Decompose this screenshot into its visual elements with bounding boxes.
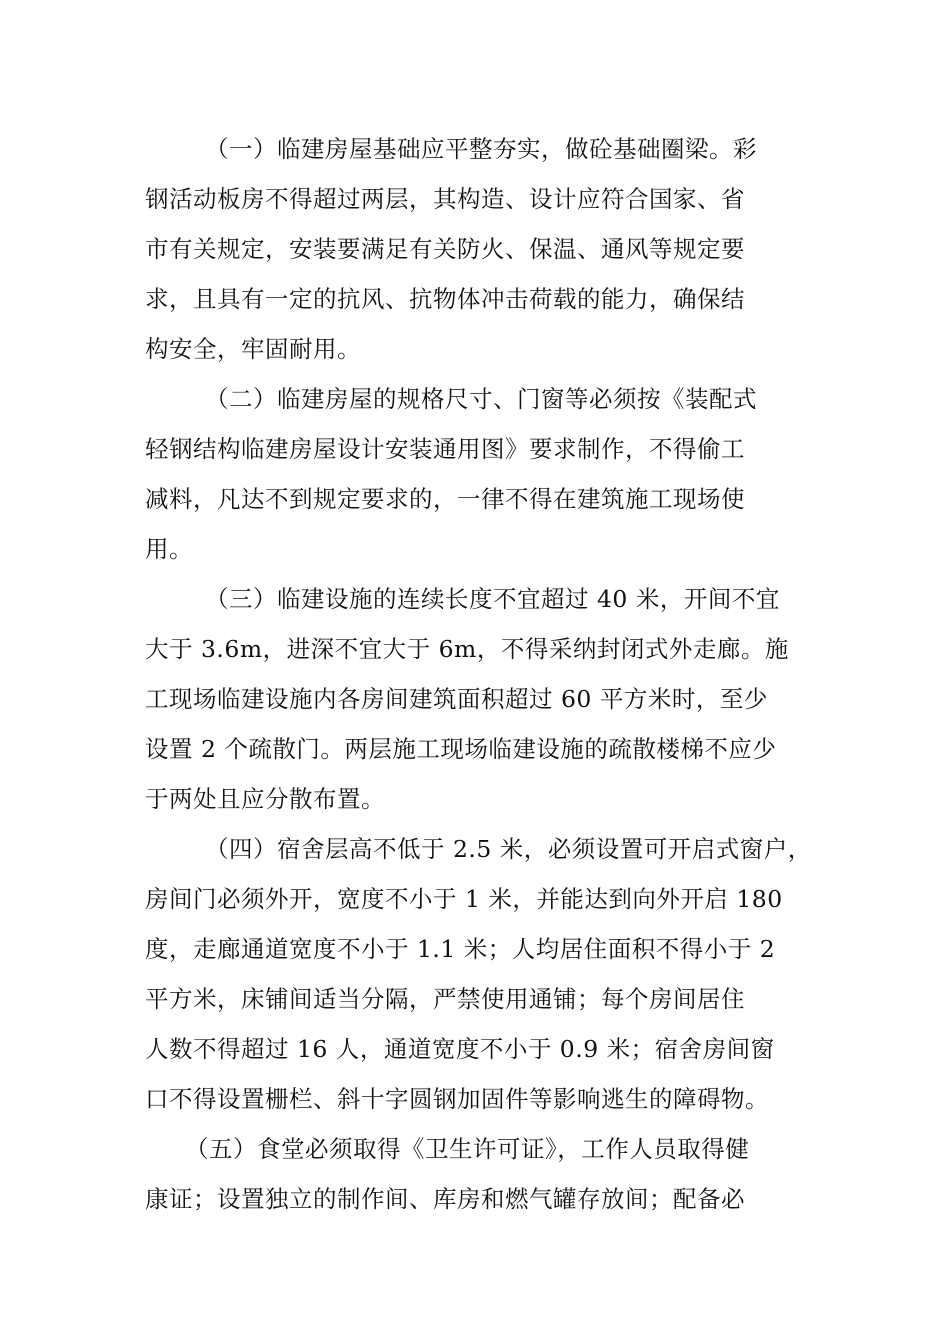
text-line: 平方米，床铺间适当分隔，严禁使用通铺；每个房间居住: [145, 985, 745, 1013]
text-line: 求，且具有一定的抗风、抗物体冲击荷载的能力，确保结: [145, 285, 745, 313]
text-line: 于两处且应分散布置。: [145, 785, 385, 813]
text-line: （三）临建设施的连续长度不宜超过 40 米，开间不宜: [205, 585, 780, 613]
text-line: 人数不得超过 16 人，通道宽度不小于 0.9 米；宿舍房间窗: [145, 1035, 775, 1063]
text-line: 减料，凡达不到规定要求的，一律不得在建筑施工现场使: [145, 485, 745, 513]
text-line: （五）食堂必须取得《卫生许可证》，工作人员取得健: [185, 1135, 750, 1163]
text-line: 大于 3.6m，进深不宜大于 6m，不得采纳封闭式外走廊。施: [145, 635, 789, 663]
text-line: 钢活动板房不得超过两层，其构造、设计应符合国家、省: [145, 185, 745, 213]
text-line: 工现场临建设施内各房间建筑面积超过 60 平方米时，至少: [145, 685, 768, 713]
text-line: （四）宿舍层高不低于 2.5 米，必须设置可开启式窗户，: [205, 835, 812, 863]
text-line: 构安全，牢固耐用。: [145, 335, 361, 363]
text-line: （二）临建房屋的规格尺寸、门窗等必须按《装配式: [205, 385, 757, 413]
text-line: 轻钢结构临建房屋设计安装通用图》要求制作，不得偷工: [145, 435, 745, 463]
text-line: 度，走廊通道宽度不小于 1.1 米；人均居住面积不得小于 2: [145, 935, 776, 963]
text-line: 市有关规定，安装要满足有关防火、保温、通风等规定要: [145, 235, 745, 263]
text-line: 房间门必须外开，宽度不小于 1 米，并能达到向外开启 180: [145, 885, 783, 913]
text-line: 用。: [145, 535, 193, 563]
text-line: 口不得设置栅栏、斜十字圆钢加固件等影响逃生的障碍物。: [145, 1085, 769, 1113]
text-line: （一）临建房屋基础应平整夯实，做砼基础圈梁。彩: [205, 135, 757, 163]
text-line: 康证；设置独立的制作间、库房和燃气罐存放间；配备必: [145, 1185, 745, 1213]
text-line: 设置 2 个疏散门。两层施工现场临建设施的疏散楼梯不应少: [145, 735, 777, 763]
